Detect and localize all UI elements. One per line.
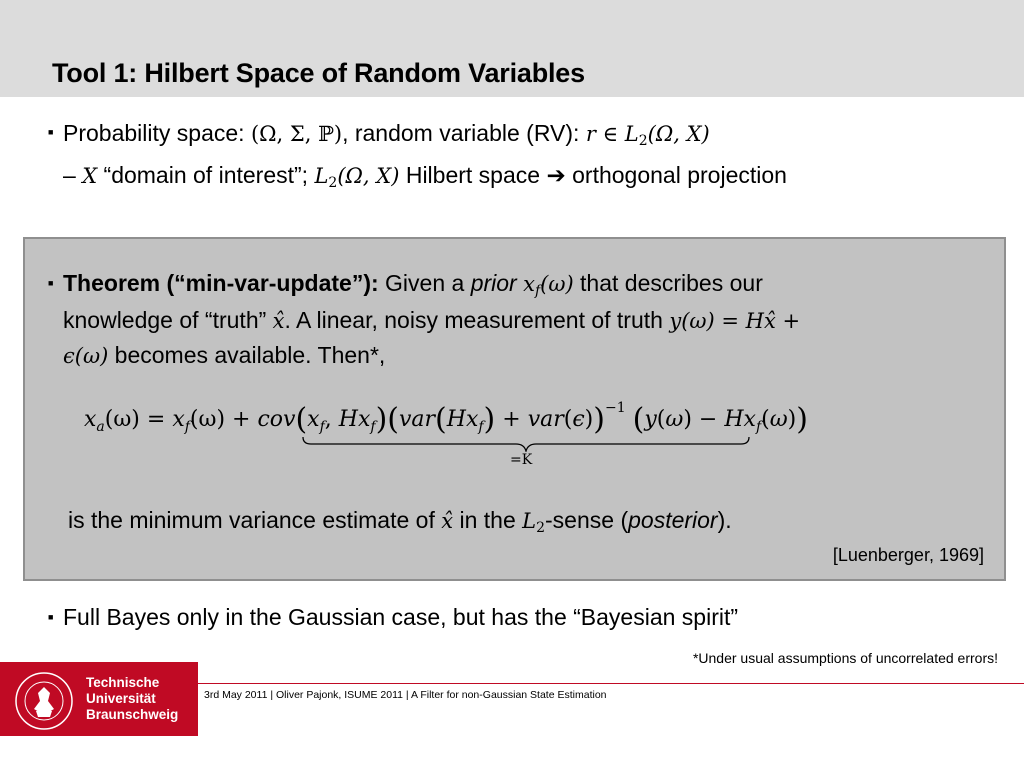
underbrace-icon [302,436,750,452]
math-xhat: x̂ [441,509,454,533]
math-x: x [523,272,535,296]
math-omega: (ω) [540,272,574,296]
bullet-text: , random variable (RV): [342,120,586,146]
theorem-text: . A linear, noisy measurement of truth [284,307,670,333]
math-var: var [398,407,436,432]
bullet-domain-of-interest [63,162,787,191]
bullet-full-bayes: Full Bayes only in the Gaussian case, but has the “Bayesian spirit” [63,604,739,630]
math-exponent: −1 [604,400,626,416]
math-measurement: y(ω) = Hx̂ + [669,309,801,333]
prior-text: prior [470,270,517,296]
math-cov: cov [257,407,296,432]
math-sub-f: f [534,283,541,299]
bullet-text: Probability space: [63,120,251,146]
theorem-conclusion [68,507,732,536]
right-arrow-icon: ➔ [546,162,566,188]
math-L-sub: 2 [328,175,338,191]
math-X: X [82,164,98,188]
logo-line: Technische [86,675,160,690]
tu-braunschweig-logo [0,662,198,736]
theorem-text: -sense ( [545,507,629,533]
math-L-sub: 2 [536,520,546,536]
theorem-text: becomes available. Then*, [108,342,386,368]
math-x: x [84,407,97,432]
math-var: var [527,407,564,432]
math-xhat: x̂ [272,309,285,333]
logo-line: Braunschweig [86,707,179,722]
math-omega-X: (Ω, X) [647,122,710,146]
math-omega-plus: (ω) + [189,407,258,432]
logo-text [86,675,178,723]
logo-line: Universität [86,691,156,706]
math-x: x [172,407,185,432]
bullet-square-icon: ■ [48,127,54,137]
slide-title: Tool 1: Hilbert Space of Random Variables [52,58,585,88]
math-omega-eq: (ω) = [104,407,173,432]
math-sub-a: a [96,419,105,435]
bullet-text: “domain of interest”; [97,162,315,188]
theorem-text: knowledge of “truth” [63,307,273,333]
math-L: L [624,122,639,146]
math-omega-X: (Ω, X) [337,164,400,188]
k-label: =K [510,452,533,468]
bullet-text: orthogonal projection [565,162,787,188]
bullet-probability-space [63,120,710,149]
math-sub-f: f [184,419,190,435]
footer-text: 3rd May 2011 | Oliver Pajonk, ISUME 2011 | A Filter for non-Gaussian State Estimation [204,689,607,701]
math-probability-space: (Ω, Σ, ℙ) [250,122,343,146]
math-epsilon: ϵ(ω) [63,344,109,368]
math-r-in: r ∈ [585,122,625,146]
theorem-line-1 [63,270,763,299]
math-L-sub: 2 [638,133,648,149]
posterior-text: posterior [628,507,718,533]
theorem-text: that describes our [573,270,763,296]
theorem-text: in the [453,507,523,533]
theorem-label: Theorem (“min-var-update”): [63,270,379,296]
footnote: *Under usual assumptions of uncorrelated errors! [692,650,998,666]
math-L: L [522,509,537,533]
theorem-text: Given a [378,270,471,296]
theorem-text: ). [717,507,732,533]
bullet-square-icon: ■ [48,612,54,622]
kalman-update-equation: $x_a(\omega) = x_f(\omega) + cov(x_f$, $Hx_f)(var(Hx_f) + var(\epsilon))^{-1}$ $(y(\omega) - Hx_f(\omega))$ [84,400,808,437]
math-L: L [314,164,329,188]
university-seal-icon [14,671,74,731]
dash: – [63,162,83,188]
citation: [Luenberger, 1969] [832,545,984,565]
theorem-text: is the minimum variance estimate of [68,507,442,533]
footer-divider [198,683,1024,684]
bullet-square-icon: ■ [48,278,54,288]
theorem-line-2 [63,307,800,334]
bullet-text: Hilbert space [399,162,547,188]
theorem-line-3 [63,342,385,369]
